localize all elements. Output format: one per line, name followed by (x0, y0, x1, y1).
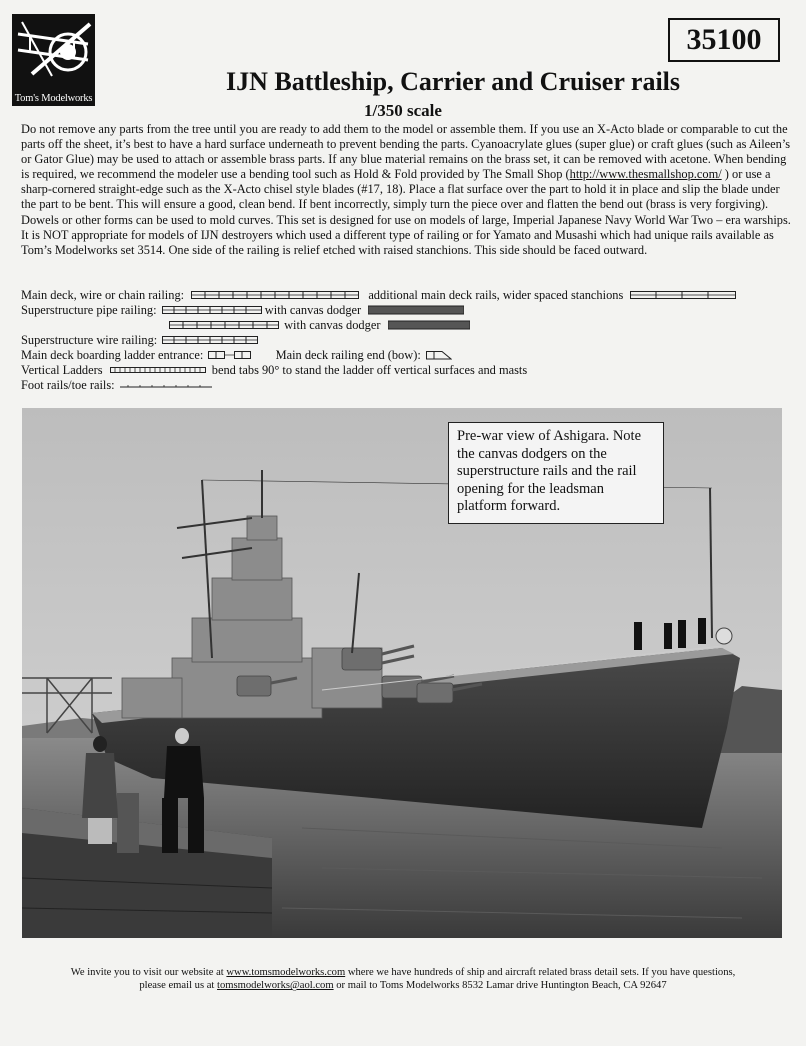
pipe-rail-long-icon (169, 320, 279, 330)
footer-line2-post: or mail to Toms Modelworks 8532 Lamar drive Huntington Beach, CA 92647 (333, 980, 667, 992)
website-link[interactable]: www.tomsmodelworks.com (226, 967, 346, 978)
ashigara-photo-image (22, 408, 782, 938)
canvas-dodger-label-2: with canvas dodger (284, 317, 381, 332)
boarding-ladder-icon (208, 350, 252, 360)
scale-label: 1/350 scale (364, 101, 442, 120)
railing-end-label: Main deck railing end (bow): (275, 347, 421, 362)
instructions-text (21, 122, 791, 258)
main-deck-label: Main deck, wire or chain railing: (21, 287, 185, 302)
photo-caption: Pre-war view of Ashigara. Note the canvas dodgers on the superstructure rails and the rail opening for the leadsman platform forward. (448, 422, 664, 524)
rail-row-superstructure-wire (21, 332, 258, 347)
ship-photo (22, 408, 782, 938)
superstructure-wire-label: Superstructure wire railing: (21, 332, 158, 347)
superstructure-pipe-label: Superstructure pipe railing: (21, 302, 157, 317)
rail-row-superstructure-pipe (21, 302, 464, 317)
rail-row-boarding-ladder (21, 347, 452, 362)
footer (30, 966, 776, 993)
railing-end-icon (426, 350, 452, 360)
main-deck-rail-icon (191, 290, 359, 300)
rail-row-vertical-ladders (21, 362, 527, 377)
boarding-ladder-label: Main deck boarding ladder entrance: (21, 347, 204, 362)
instructions-part-1: Do not remove any parts from the tree until you are ready to add them to the model or assemble them. If you use an X-Acto blade or comparable to cut the parts off the sheet, it’s best to have a hard surface underneath to prevent bending the parts. Cyanoacrylate glues (super glue) or craft glues (such as Aileen’s or Gator Glue) may be used to attach or assemble brass parts. If any blue material remains on the brass set, it can be removed with acetone. When bending is required, we recommend the modeler use a bending tool such as Hold & Fold provided by The Small Shop ( (21, 122, 791, 182)
canvas-dodger-rail-icon-2 (388, 320, 470, 330)
additional-main-label: additional main deck rails, wider spaced stanchions (368, 287, 624, 302)
additional-rail-icon (630, 290, 736, 300)
bend-tabs-label: bend tabs 90° to stand the ladder off vertical surfaces and masts (211, 362, 528, 377)
logo-text: Tom's Modelworks (14, 93, 93, 104)
canvas-dodger-label-1: with canvas dodger (264, 302, 362, 317)
vertical-ladder-icon (110, 366, 206, 374)
wire-rail-icon (162, 335, 258, 345)
rail-row-canvas-dodger-2 (169, 317, 470, 332)
canvas-dodger-rail-icon (368, 305, 464, 315)
foot-rail-icon (120, 381, 212, 389)
small-shop-link[interactable]: http://www.thesmallshop.com/ (569, 167, 722, 182)
brand-logo (12, 14, 95, 106)
footer-line2-pre: please email us at (139, 980, 218, 992)
rail-row-main-deck (21, 287, 736, 302)
footer-line1-post: where we have hundreds of ship and aircraft related brass detail sets. If you have questions, (345, 967, 736, 978)
part-number: 35100 (668, 18, 780, 62)
pipe-rail-icon (162, 305, 262, 315)
foot-rails-label: Foot rails/toe rails: (21, 377, 115, 392)
instructions-part-2: ) or use a sharp-cornered straight-edge such as the X-Acto chisel style blades (#17, 18). Place a flat surface over the part to hold it in place and slip the blade under the part to be bent. This will ensure a good, clean bend. If bent incorrectly, simply turn the piece over and flatten the bend out (brass is very forgiving). Dowels or other forms can be used to mold curves. This set is designed for use on models of large, Imperial Japanese Navy World War Two – era warships. It is NOT appropriate for models of IJN destroyers which used a different type of railing or for Yamato and Musashi which had unique rails available as Tom’s Modelworks set 3514. One side of the railing is relief etched with raised stanchions. This side should be faced outward. (21, 167, 791, 257)
page-title: IJN Battleship, Carrier and Cruiser rails (225, 67, 681, 96)
vertical-ladders-label: Vertical Ladders (21, 362, 103, 377)
rail-row-foot-rails (21, 377, 212, 392)
footer-line1-pre: We invite you to visit our website at (70, 967, 227, 978)
email-link[interactable]: tomsmodelworks@aol.com (217, 980, 334, 992)
